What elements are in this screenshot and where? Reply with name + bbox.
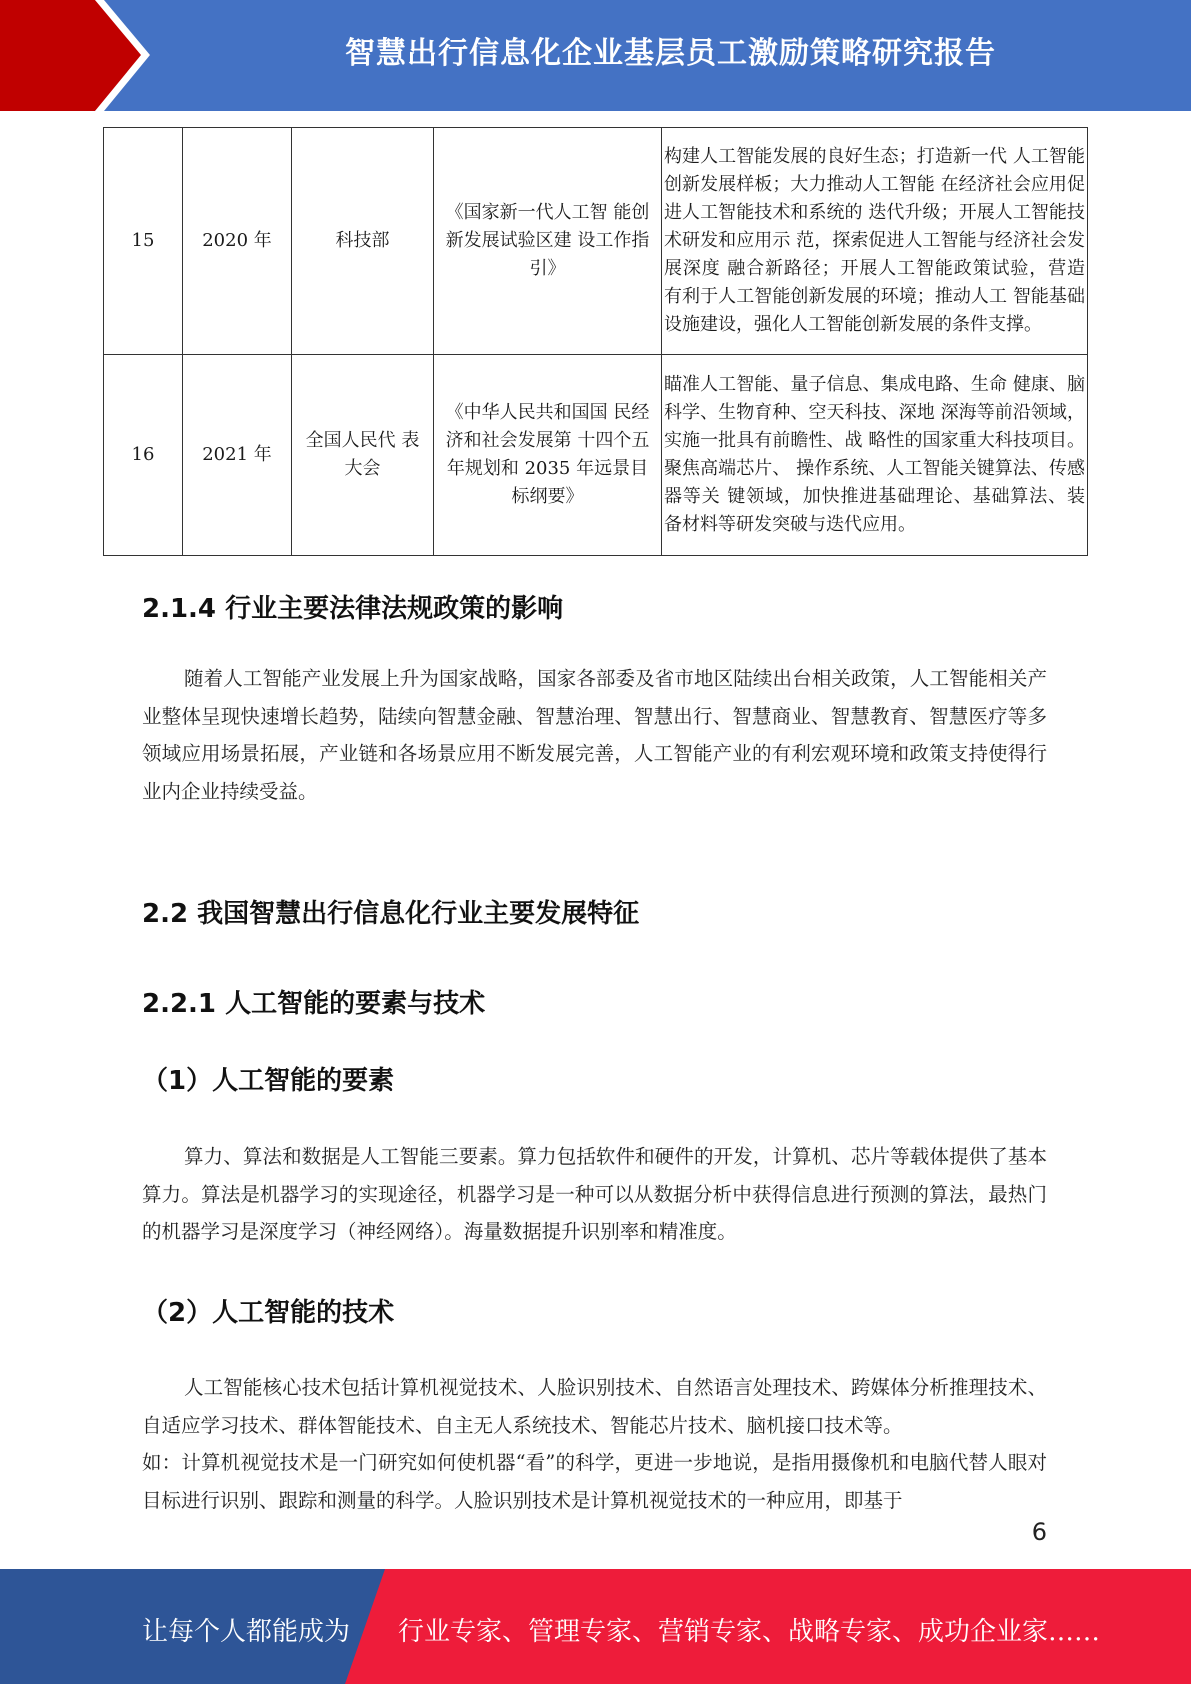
- row-year: 2021 年: [183, 355, 292, 556]
- header-band: [0, 0, 1191, 111]
- report-title: 智慧出行信息化企业基层员工激励策略研究报告: [345, 36, 996, 71]
- row-department: 全国人民代 表大会: [292, 355, 434, 556]
- row-year: 2020 年: [183, 128, 292, 355]
- paragraph-ai-elements: 算力、算法和数据是人工智能三要素。算力包括软件和硬件的开发，计算机、芯片等载体提供了基本算力。算法是机器学习的实现途径，机器学习是一种可以从数据分析中获得信息进行预测的算法，最热门的机器学习是深度学习（神经网络）。海量数据提升识别率和精准度。: [142, 1145, 1047, 1243]
- row-policy-description: 瞄准人工智能、量子信息、集成电路、生命 健康、脑科学、生物育种、空天科技、深地 深海等前沿领域，实施一批具有前瞻性、战 略性的国家重大科技项目。聚焦高端芯片、 操作系统、人工智能关键算法、传感器等关 键领域，加快推进基础理论、基础算法、装 备材料等研发突破与迭代应用。: [662, 355, 1088, 556]
- heading-ai-technology: （2）人工智能的技术: [142, 1298, 395, 1328]
- row-policy-title: 《国家新一代人工智 能创新发展试验区建 设工作指引》: [434, 128, 662, 355]
- row-number: 16: [104, 355, 183, 556]
- heading-2-2-1: 2.2.1 人工智能的要素与技术: [142, 989, 486, 1019]
- footer-slogan-right: 行业专家、管理专家、营销专家、战略专家、成功企业家……: [398, 1617, 1101, 1647]
- footer-slogan-left: 让每个人都能成为: [142, 1617, 351, 1647]
- footer-band: [0, 1569, 1191, 1684]
- paragraph-policy-impact: 随着人工智能产业发展上升为国家战略，国家各部委及省市地区陆续出台相关政策，人工智能相关产业整体呈现快速增长趋势，陆续向智慧金融、智慧治理、智慧出行、智慧商业、智慧教育、智慧医疗等多领域应用场景拓展，产业链和各场景应用不断发展完善，人工智能产业的有利宏观环境和政策支持使得行业内企业持续受益。: [142, 667, 1047, 803]
- heading-2-2: 2.2 我国智慧出行信息化行业主要发展特征: [142, 899, 640, 929]
- paragraph-ai-technology: 人工智能核心技术包括计算机视觉技术、人脸识别技术、自然语言处理技术、跨媒体分析推理技术、自适应学习技术、群体智能技术、自主无人系统技术、智能芯片技术、脑机接口技术等。: [142, 1376, 1047, 1437]
- table-row: [104, 128, 1088, 355]
- page-number: 6: [1031, 1518, 1047, 1546]
- heading-2-1-4: 2.1.4 行业主要法律法规政策的影响: [142, 594, 564, 624]
- row-department: 科技部: [292, 128, 434, 355]
- paragraph-ai-technology-example: 如：计算机视觉技术是一门研究如何使机器“看”的科学，更进一步地说，是指用摄像机和电脑代替人眼对目标进行识别、跟踪和测量的科学。人脸识别技术是计算机视觉技术的一种应用，即基于: [142, 1451, 1047, 1512]
- row-policy-title: 《中华人民共和国国 民经济和社会发展第 十四个五年规划和 2035 年远景目标纲要》: [434, 355, 662, 556]
- table-row: [104, 355, 1088, 556]
- row-number: 15: [104, 128, 183, 355]
- policy-table: [103, 127, 1088, 556]
- header-arrow-graphic: [0, 0, 150, 111]
- row-policy-description: 构建人工智能发展的良好生态；打造新一代 人工智能创新发展样板；大力推动人工智能 在经济社会应用促进人工智能技术和系统的 迭代升级；开展人工智能技术研发和应用示 范，探索促进人工智能与经济社会发展深度 融合新路径；开展人工智能政策试验，营造 有利于人工智能创新发展的环境；推动人工 智能基础设施建设，强化人工智能创新发展的条件支撑。: [662, 128, 1088, 355]
- heading-ai-elements: （1）人工智能的要素: [142, 1066, 395, 1096]
